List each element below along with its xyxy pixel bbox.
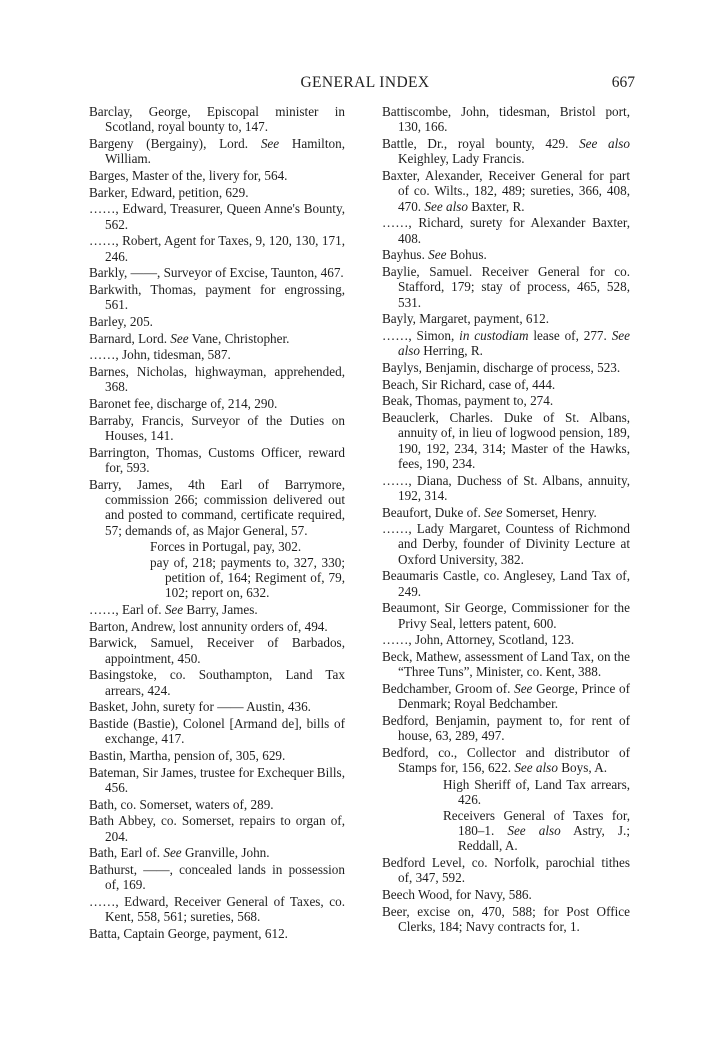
index-entry: Bargeny (Bergainy), Lord. See Hamilton, William.: [89, 135, 345, 167]
index-entry: Barton, Andrew, lost annunity orders of, 494.: [89, 618, 328, 634]
index-entry: ……, Robert, Agent for Taxes, 9, 120, 130, 171, 246.: [89, 233, 345, 264]
index-entry: Basket, John, surety for —— Austin, 436.: [89, 699, 311, 715]
index-entry: ……, Diana, Duchess of St. Albans, annuity, 192, 314.: [382, 472, 630, 503]
index-entry: Barker, Edward, petition, 629.: [89, 184, 249, 200]
index-entry: Bastide (Bastie), Colonel [Armand de], bills of exchange, 417.: [89, 715, 345, 747]
index-column-left: [89, 104, 345, 943]
index-entry: Bayhus. See Bohus.: [382, 247, 487, 263]
index-entry: Barrington, Thomas, Customs Officer, reward for, 593.: [89, 444, 345, 475]
index-entry: Barkly, ——, Surveyor of Excise, Taunton, 467.: [89, 265, 344, 281]
index-entry: Barry, James, 4th Earl of Barrymore, commission 266; commission delivered out and posted to command, certificate required, 57; demands of, as Major General, 57.: [89, 476, 345, 538]
index-entry: Bedford, Benjamin, payment to, for rent of house, 63, 289, 497.: [382, 713, 630, 744]
index-entry: Bedford Level, co. Norfolk, parochial tithes of, 347, 592.: [382, 854, 630, 886]
index-entry: Beaufort, Duke of. See Somerset, Henry.: [382, 504, 597, 520]
index-column-right: [382, 104, 630, 936]
index-entry: Barkwith, Thomas, payment for engrossing, 561.: [89, 282, 345, 313]
index-entry: Barges, Master of the, livery for, 564.: [89, 167, 288, 183]
index-entry: Battle, Dr., royal bounty, 429. See also Keighley, Lady Francis.: [382, 135, 630, 167]
index-entry: Batta, Captain George, payment, 612.: [89, 925, 288, 941]
index-entry: Battiscombe, John, tidesman, Bristol port, 130, 166.: [382, 104, 630, 135]
index-entry: Beak, Thomas, payment to, 274.: [382, 393, 554, 409]
index-entry: Beauclerk, Charles. Duke of St. Albans, annuity of, in lieu of logwood pension, 189, 190, 192, 234, 314; Master of the Hawks, fees, 190, 234.: [382, 409, 630, 471]
index-entry: Beaumont, Sir George, Commissioner for the Privy Seal, letters patent, 600.: [382, 600, 630, 631]
index-entry: Beech Wood, for Navy, 586.: [382, 886, 532, 902]
index-entry: Bath Abbey, co. Somerset, repairs to organ of, 204.: [89, 813, 345, 844]
index-entry: ……, John, Attorney, Scotland, 123.: [382, 632, 575, 648]
index-entry: Beaumaris Castle, co. Anglesey, Land Tax of, 249.: [382, 568, 630, 599]
index-entry: Barnes, Nicholas, highwayman, apprehended, 368.: [89, 364, 345, 395]
index-entry: Bayly, Margaret, payment, 612.: [382, 311, 549, 327]
index-entry: Bath, co. Somerset, waters of, 289.: [89, 796, 274, 812]
index-entry: Bedchamber, Groom of. See George, Prince of Denmark; Royal Bedchamber.: [382, 681, 630, 712]
index-entry: Beck, Mathew, assessment of Land Tax, on the “Three Tuns”, Minister, co. Kent, 388.: [382, 649, 630, 680]
index-subentry: Forces in Portugal, pay, 302.: [150, 539, 302, 555]
index-entry: Baxter, Alexander, Receiver General for part of co. Wilts., 182, 489; sureties, 366, 408, 470. See also Baxter, R.: [382, 167, 630, 214]
page-header: [95, 74, 635, 94]
index-subentry: Receivers General of Taxes for, 180–1. See also Astry, J.; Reddall, A.: [443, 807, 631, 854]
index-entry: ……, John, tidesman, 587.: [89, 347, 231, 363]
index-subentry: High Sheriff of, Land Tax arrears, 426.: [443, 777, 630, 808]
index-entry: ……, Earl of. See Barry, James.: [89, 601, 258, 617]
index-entry: Barwick, Samuel, Receiver of Barbados, appointment, 450.: [89, 635, 345, 666]
index-entry: Bateman, Sir James, trustee for Exchequer Bills, 456.: [89, 764, 345, 795]
index-entry: ……, Richard, surety for Alexander Baxter, 408.: [382, 215, 630, 246]
index-entry: Barnard, Lord. See Vane, Christopher.: [89, 330, 290, 346]
index-entry: Bath, Earl of. See Granville, John.: [89, 845, 270, 861]
index-entry: ……, Edward, Receiver General of Taxes, co. Kent, 558, 561; sureties, 568.: [89, 893, 345, 925]
running-title: GENERAL INDEX: [300, 74, 430, 91]
index-entry: Bathurst, ——, concealed lands in possession of, 169.: [89, 861, 345, 893]
index-entry: Bedford, co., Collector and distributor of Stamps for, 156, 622. See also Boys, A.: [382, 745, 630, 776]
index-entry: Beach, Sir Richard, case of, 444.: [382, 376, 556, 392]
index-entry: Baronet fee, discharge of, 214, 290.: [89, 396, 278, 412]
index-entry: Baylys, Benjamin, discharge of process, 523.: [382, 359, 621, 375]
index-entry: Barclay, George, Episcopal minister in Scotland, royal bounty to, 147.: [89, 104, 345, 135]
index-entry: ……, Simon, in custodiam lease of, 277. See also Herring, R.: [382, 327, 630, 359]
index-entry: Barley, 205.: [89, 313, 153, 329]
page-number: 667: [611, 74, 635, 91]
index-entry: Baylie, Samuel. Receiver General for co. Stafford, 179; stay of process, 465, 528, 531.: [382, 263, 630, 310]
index-entry: Beer, excise on, 470, 588; for Post Office Clerks, 184; Navy contracts for, 1.: [382, 903, 630, 934]
index-entry: Bastin, Martha, pension of, 305, 629.: [89, 747, 286, 763]
index-subentry: pay of, 218; payments to, 327, 330; petition of, 164; Regiment of, 79, 102; report on, 632.: [150, 554, 345, 601]
index-entry: ……, Lady Margaret, Countess of Richmond and Derby, founder of Divinity Lecture at Oxford University, 382.: [382, 521, 630, 567]
index-entry: Basingstoke, co. Southampton, Land Tax arrears, 424.: [89, 667, 345, 698]
index-entry: Barraby, Francis, Surveyor of the Duties on Houses, 141.: [89, 412, 345, 444]
index-entry: ……, Edward, Treasurer, Queen Anne's Bounty, 562.: [89, 201, 345, 232]
